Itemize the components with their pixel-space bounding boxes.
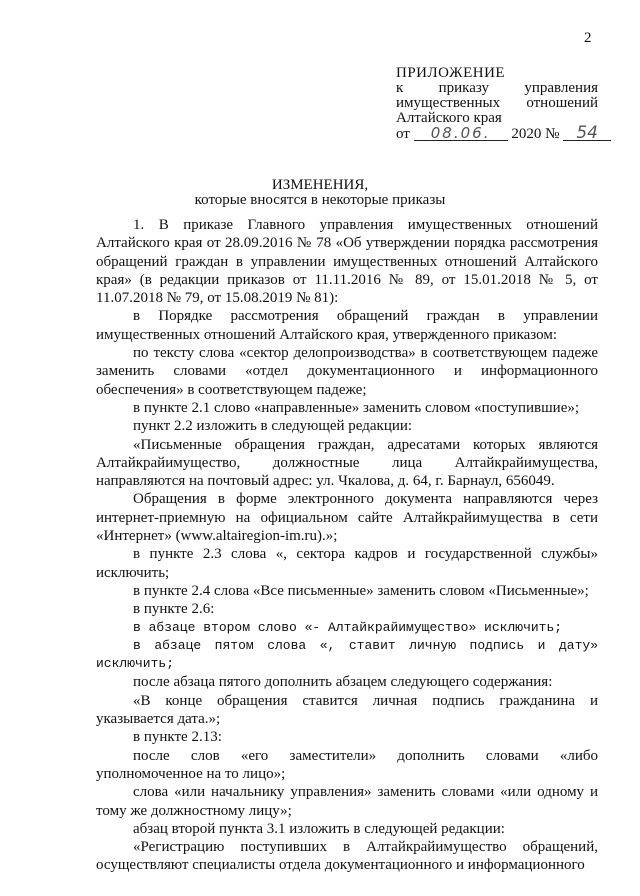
appendix-block	[396, 66, 598, 142]
paragraph: в Порядке рассмотрения обращений граждан в управлении имущественных отношений Алтайского края, утвержденного приказом:	[96, 308, 598, 343]
paragraph: «Письменные обращения граждан, адресатами которых являются Алтайкрайимущество, должностные лица Алтайкрайимущества, направляются на почтовый адрес: ул. Чкалова, д. 64, г. Барнаул, 656049.	[96, 436, 598, 490]
paragraph: в абзаце втором слово «- Алтайкрайимущество» исключить;	[133, 619, 563, 635]
paragraph: слова «или начальнику управления» заменить словами «или одному и тому же должностному лицу»;	[96, 784, 598, 819]
paragraph: в пункте 2.3 слова «, сектора кадров и государственной службы» исключить;	[96, 546, 598, 581]
appendix-line-1: к приказу управления	[396, 80, 598, 96]
paragraph: по тексту слова «сектор делопроизводства» в соответствующем падеже заменить словами «отдел документационного и информационного обеспечения» в соответствующем падеже;	[96, 345, 598, 398]
paragraph: 1. В приказе Главного управления имущественных отношений Алтайского края от 28.09.2016 № 78 «Об утверждении порядка рассмотрения обращений граждан в управлении имущественных отношений Алтайского края» (в редакции приказов от 11.11.2016 № 89, от 15.01.2018 № 5, от 11.07.2018 № 79, от 15.08.2019 № 81):	[96, 217, 598, 307]
appendix-line-3: Алтайского края	[396, 110, 502, 126]
paragraph: «Регистрацию поступивших в Алтайкрайимущество обращений, осуществляют специалисты отдела документационного и информационного	[96, 839, 598, 874]
paragraph: пункт 2.2 изложить в следующей редакции:	[133, 418, 413, 435]
paragraph: Обращения в форме электронного документа направляются через интернет-приемную на официальном сайте Алтайкрайимущества в сети «Интернет» (www.altairegion-im.ru).»;	[96, 491, 598, 545]
document-title: ИЗМЕНЕНИЯ,	[271, 177, 369, 193]
handwritten-date: 08.06.	[414, 126, 508, 141]
year-label: 2020 №	[511, 126, 560, 142]
document-body	[96, 216, 598, 875]
paragraph: в абзаце пятом слова «, ставит личную подпись и дату» исключить;	[96, 637, 598, 672]
date-prefix: от	[396, 126, 410, 142]
paragraph: в пункте 2.13:	[133, 729, 222, 746]
document-subtitle: которые вносятся в некоторые приказы	[194, 192, 446, 208]
paragraph: после слов «его заместители» дополнить словами «либо уполномоченное на то лицо»;	[96, 747, 598, 782]
handwritten-number: 54	[563, 126, 611, 141]
paragraph: «В конце обращения ставится личная подпись гражданина и указывается дата.»;	[96, 692, 598, 728]
paragraph: абзац второй пункта 3.1 изложить в следующей редакции:	[133, 820, 505, 837]
paragraph: после абзаца пятого дополнить абзацем следующего содержания:	[133, 674, 553, 691]
appendix-date-line	[396, 123, 598, 143]
paragraph: в пункте 2.6:	[133, 601, 215, 618]
paragraph: в пункте 2.1 слово «направленные» заменить словом «поступившие»;	[133, 399, 580, 416]
appendix-title: ПРИЛОЖЕНИЕ	[396, 65, 506, 81]
appendix-line-2: имущественных отношений	[396, 95, 598, 111]
page-number: 2	[584, 30, 592, 46]
paragraph: в пункте 2.4 слова «Все письменные» заменить словом «Письменные»;	[133, 582, 589, 599]
